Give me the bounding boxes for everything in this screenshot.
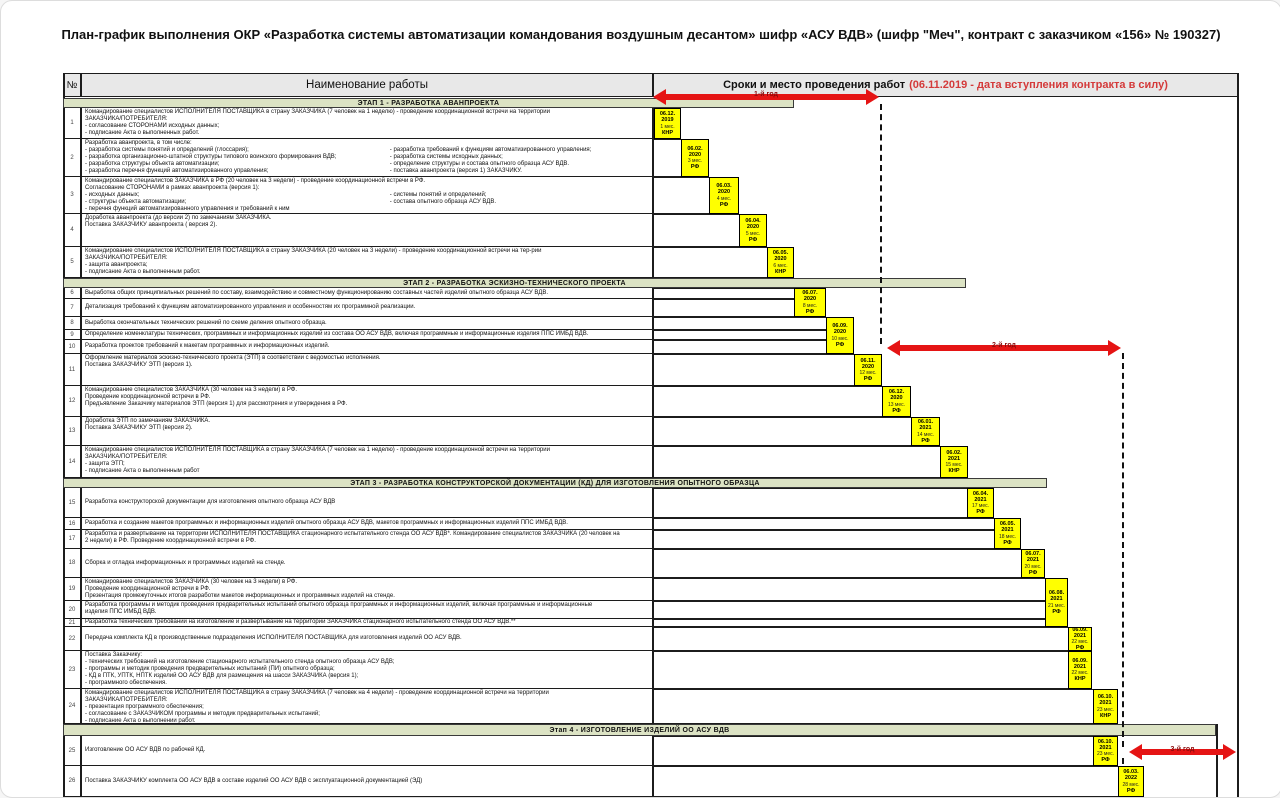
milestone-location: КНР xyxy=(1074,676,1086,683)
milestone-date: 06.01. xyxy=(917,419,934,426)
task-description xyxy=(81,619,653,627)
task-description xyxy=(81,177,653,214)
row-number: 10 xyxy=(63,340,81,354)
milestone-date: 06.09. xyxy=(1072,657,1088,664)
table-left-border xyxy=(63,73,65,797)
timeline-header-date-note: (06.11.2019 - дата вступления контракта в силу) xyxy=(909,79,1168,91)
timeline-header-label: Сроки и место проведения работ xyxy=(723,79,906,91)
row-number: 7 xyxy=(63,299,81,317)
task-line: Разработка конструкторской документации для изготовления опытного образца АСУ ВДВ xyxy=(85,499,336,505)
milestone-date: 06.07. xyxy=(802,290,818,297)
milestone-box xyxy=(940,446,968,478)
task-line: - разработка организационно-штатной структуры типового воинского формирования ВДВ; xyxy=(85,154,337,160)
task-line: Командирование специалистов ИСПОЛНИТЕЛЯ ПОСТАВЩИКА в страну ЗАКАЗЧИКА (7 человек на 1 неделю) - проведение координационной встречи на территории xyxy=(85,447,550,453)
task-description xyxy=(81,299,653,317)
milestone-location: РФ xyxy=(921,437,930,444)
year-arrow-label: 2-й год xyxy=(992,341,1016,349)
row-number: 26 xyxy=(63,766,81,797)
gantt-track xyxy=(653,354,882,386)
row-number: 24 xyxy=(63,689,81,724)
stage4-right-border xyxy=(1216,724,1218,797)
task-line: Поставка ЗАКАЗЧИКУ аванпроекта ( версия 2). xyxy=(85,222,217,228)
milestone-year: 2021 xyxy=(947,455,961,462)
milestone-date: 06.08. xyxy=(1048,590,1065,597)
milestone-box xyxy=(709,177,739,214)
milestone-box xyxy=(654,108,681,139)
gantt-track xyxy=(653,601,1068,619)
milestone-duration: 8 мес. xyxy=(802,302,818,309)
task-line: - системы понятий и определений; xyxy=(389,192,487,198)
task-line: Командирование специалистов ИСПОЛНИТЕЛЯ ПОСТАВЩИКА в страну ЗАКАЗЧИКА (20 человек на 3 недели) - проведение координационной встречи на тер-рии xyxy=(85,248,542,254)
row-number: 9 xyxy=(63,330,81,340)
task-line: Выработка общих принципиальных решений по составу, взаимодействию и совместному функционированию составных частей изделий опытного образца АСУ ВДВ. xyxy=(85,289,548,296)
milestone-box xyxy=(1021,549,1045,578)
milestone-date: 06.09. xyxy=(1072,626,1088,633)
task-line: ЗАКАЗЧИКА/ПОТРЕБИТЕЛЯ: xyxy=(85,697,168,703)
task-line: изделия ППС ИМБД ВДВ. xyxy=(85,609,157,615)
milestone-date: 06.03. xyxy=(1123,769,1139,776)
milestone-duration: 12 мес. xyxy=(859,370,877,377)
task-line: Проведение координационной встречи в РФ. xyxy=(85,586,211,592)
milestone-year: 2020 xyxy=(803,296,817,303)
row-number: 20 xyxy=(63,601,81,619)
year-arrow xyxy=(653,89,879,105)
milestone-location: РФ xyxy=(1101,757,1110,764)
row-number: 14 xyxy=(63,446,81,478)
milestone-date: 06.02. xyxy=(687,145,703,152)
task-description xyxy=(81,601,653,619)
stage-band xyxy=(63,278,966,288)
gantt-track xyxy=(653,549,1045,578)
milestone-year: 2020 xyxy=(688,151,702,158)
task-line: Поставка ЗАКАЗЧИКУ ЭТП (версия 1). xyxy=(85,362,193,368)
task-line: - подписание Акта о выполненным работ xyxy=(85,468,200,474)
gantt-track xyxy=(653,317,854,330)
task-description xyxy=(81,549,653,578)
milestone-year: 2021 xyxy=(1099,744,1112,751)
milestone-location: РФ xyxy=(719,201,729,208)
milestone-location: РФ xyxy=(748,236,758,243)
milestone-date: 06.05. xyxy=(772,250,789,257)
task-line: ЗАКАЗЧИКА/ПОТРЕБИТЕЛЯ: xyxy=(85,116,168,122)
gantt-track xyxy=(653,736,1118,766)
milestone-duration: 23 мес. xyxy=(1096,706,1115,713)
year-arrow-label: 3-й год xyxy=(1170,745,1195,753)
task-description xyxy=(81,288,653,299)
task-line: Определение номенклатуры технических, программных и информационных изделий из состава ОО АСУ ВДВ, включая программные и информационные изделия ППС ИМБД ВДВ. xyxy=(85,331,589,337)
row-number: 4 xyxy=(63,214,81,247)
task-description xyxy=(81,627,653,651)
task-line: Командирование специалистов ЗАКАЗЧИКА (30 человек на 3 недели) в РФ. xyxy=(85,579,297,585)
milestone-date: 06.12. xyxy=(888,389,905,396)
task-line: - технических требований на изготовление стационарного испытательного стенда опытного образца АСУ ВДВ; xyxy=(85,659,395,665)
task-description xyxy=(81,578,653,601)
task-line-group xyxy=(390,147,592,175)
task-line: Презентация промежуточных итогов разработки макетов информационных и программных изделий на стенде. xyxy=(85,593,395,599)
task-line: - разработка системы исходных данных; xyxy=(389,154,503,160)
row-number: 13 xyxy=(63,417,81,446)
task-line: - программного обеспечения. xyxy=(85,680,167,686)
milestone-location: РФ xyxy=(976,509,985,516)
task-description xyxy=(81,330,653,340)
milestone-location: РФ xyxy=(892,407,901,414)
milestone-date: 06.10. xyxy=(1097,694,1114,701)
milestone-year: 2019 xyxy=(661,117,674,124)
task-line: ЗАКАЗЧИКА/ПОТРЕБИТЕЛЯ: xyxy=(85,255,168,261)
gantt-track xyxy=(653,340,854,354)
task-line: Командирование специалистов ИСПОЛНИТЕЛЯ ПОСТАВЩИКА в страну ЗАКАЗЧИКА (7 человек на 1 неделю) - проведение координационной встречи на территории xyxy=(85,109,550,115)
milestone-box xyxy=(1045,578,1068,627)
row-number: 21 xyxy=(63,619,81,627)
task-line: - разработка требований к функциям автоматизированного управления; xyxy=(389,147,592,153)
gantt-track xyxy=(653,627,1092,651)
task-line: Поставка ЗАКАЗЧИКУ ЭТП (версия 2). xyxy=(85,425,193,431)
row-number: 11 xyxy=(63,354,81,386)
milestone-year: 2020 xyxy=(890,395,903,402)
task-line: - исходных данных; xyxy=(85,192,140,198)
milestone-duration: 22 мес. xyxy=(1071,639,1089,646)
milestone-location: РФ xyxy=(1028,569,1038,576)
task-line: Согласование СТОРОНАМИ в рамках аванпроекта (версия 1): xyxy=(85,185,260,191)
gantt-track xyxy=(653,386,911,417)
milestone-year: 2020 xyxy=(746,224,760,231)
milestone-date: 06.12. xyxy=(659,111,676,118)
milestone-location: КНР xyxy=(1100,712,1111,719)
year-divider-dashed xyxy=(1122,353,1124,747)
milestone-box xyxy=(739,214,767,247)
gantt-track xyxy=(653,417,940,446)
task-description xyxy=(81,386,653,417)
row-number: 12 xyxy=(63,386,81,417)
milestone-duration: 14 мес. xyxy=(916,431,935,438)
task-description xyxy=(81,214,653,247)
milestone-box xyxy=(1068,651,1092,689)
milestone-duration: 23 мес. xyxy=(1096,751,1115,758)
milestone-year: 2022 xyxy=(1124,775,1138,782)
milestone-duration: 5 мес. xyxy=(745,230,761,237)
task-description xyxy=(81,766,653,797)
task-line: - защита ЭТП; xyxy=(85,461,125,467)
task-line: Поставка Заказчику: xyxy=(85,652,142,658)
milestone-duration: 6 мес. xyxy=(773,262,788,269)
milestone-location: РФ xyxy=(690,164,700,171)
row-number: 3 xyxy=(63,177,81,214)
milestone-duration: 13 мес. xyxy=(887,401,906,408)
year-arrow xyxy=(887,340,1121,356)
task-line: - подписание Акта о выполнении работ. xyxy=(85,718,196,724)
task-line: - подписание Акта о выполненных работ. xyxy=(85,130,200,136)
column-header-task: Наименование работы xyxy=(81,73,653,97)
milestone-year: 2020 xyxy=(833,329,847,336)
milestone-duration: 17 мес. xyxy=(971,503,990,510)
milestone-box xyxy=(1068,627,1092,651)
task-line: Разработка аванпроекта, в том числе: xyxy=(85,140,192,146)
stage-band-label: ЭТАП 3 - РАЗРАБОТКА КОНСТРУКТОРСКОЙ ДОКУМЕНТАЦИИ (КД) ДЛЯ ИЗГОТОВЛЕНИЯ ОПЫТНОГО ОБРАЗЦА xyxy=(350,479,760,487)
milestone-location: РФ xyxy=(1003,539,1012,546)
gantt-track xyxy=(653,446,968,478)
task-description xyxy=(81,139,653,177)
milestone-box xyxy=(1118,766,1144,797)
milestone-year: 2021 xyxy=(919,425,932,432)
task-line: - разработка системы понятий и определений (глоссария); xyxy=(85,147,249,153)
task-line: Разработка технических требований на изготовление и развертывание на территории ЗАКАЗЧИКА стационарного испытательного стенда ОО АСУ ВДВ.** xyxy=(85,619,516,625)
task-line: Доработка аванпроекта (до версии 2) по замечаниям ЗАКАЗЧИКА. xyxy=(85,215,272,221)
stage-band-label: Этап 4 - ИЗГОТОВЛЕНИЕ ИЗДЕЛИЙ ОО АСУ ВДВ xyxy=(549,726,730,734)
task-line: ЗАКАЗЧИКА/ПОТРЕБИТЕЛЯ: xyxy=(85,454,168,460)
milestone-year: 2021 xyxy=(1050,596,1063,603)
milestone-box xyxy=(882,386,911,417)
task-line: - КД в ПТК, УПТК, НПТК изделий ОО АСУ ВДВ для размещения на шасси ЗАКАЗЧИКА (версия 1); xyxy=(85,673,359,679)
task-line: Оформление материалов эскизно-технического проекта (ЭТП) в соответствии с ведомостью исполнения. xyxy=(85,355,381,361)
column-header-number: № xyxy=(63,73,81,97)
task-description xyxy=(81,354,653,386)
milestone-location: РФ xyxy=(835,341,845,348)
milestone-date: 06.10. xyxy=(1097,738,1114,745)
document-title: План-график выполнения ОКР «Разработка системы автоматизации командования воздушным десантом» шифр «АСУ ВДВ» (шифр "Меч", контракт с заказчиком «156» № 190327) xyxy=(61,27,1221,42)
task-line: - разработка перечня функций автоматизированного управления; xyxy=(85,168,269,174)
task-line: - согласование СТОРОНАМИ исходных данных; xyxy=(85,123,220,129)
task-description xyxy=(81,108,653,139)
task-line: Выработка окончательных технических решений по схеме деления опытного образца. xyxy=(85,319,327,326)
task-description xyxy=(81,446,653,478)
milestone-year: 2021 xyxy=(1026,557,1040,564)
year-arrow xyxy=(1129,744,1236,760)
task-line: 2 недели) в РФ. Проведение координационной встречи в РФ. xyxy=(85,538,256,544)
milestone-date: 06.03. xyxy=(716,183,732,190)
task-line-group xyxy=(390,192,496,206)
task-description xyxy=(81,651,653,689)
task-description xyxy=(81,247,653,278)
task-line: - согласование с ЗАКАЗЧИКОМ программы и методик предварительных испытаний; xyxy=(85,711,320,717)
milestone-year: 2021 xyxy=(974,496,987,503)
task-line: Разработка и развертывание на территории ИСПОЛНИТЕЛЯ ПОСТАВЩИКА стационарного испытательного стенда ОО АСУ ВДВ*. Командирование специалистов ЗАКАЗЧИКА (20 человек на xyxy=(85,531,620,537)
milestone-year: 2021 xyxy=(1099,700,1112,707)
milestone-location: РФ xyxy=(863,376,873,383)
milestone-box xyxy=(911,417,940,446)
milestone-box xyxy=(794,288,826,317)
task-line: Доработка ЭТП по замечаниям ЗАКАЗЧИКА. xyxy=(85,418,211,424)
milestone-box xyxy=(1093,736,1118,766)
gantt-track xyxy=(653,578,1068,601)
task-line: - структуры объекта автоматизации; xyxy=(85,199,187,205)
milestone-duration: 4 мес. xyxy=(716,195,732,202)
task-line: Поставка ЗАКАЗЧИКУ комплекта ОО АСУ ВДВ в составе изделий ОО АСУ ВДВ с эксплуатационной документацией (ЭД) xyxy=(85,777,423,784)
milestone-box xyxy=(767,247,794,278)
row-number: 1 xyxy=(63,108,81,139)
task-description xyxy=(81,340,653,354)
milestone-duration: 10 мес. xyxy=(831,335,849,342)
gantt-track xyxy=(653,488,994,518)
milestone-duration: 20 мес. xyxy=(1024,563,1042,570)
task-line: Передача комплекта КД в производственные подразделения ИСПОЛНИТЕЛЯ ПОСТАВЩИКА для изготовления изделий ОО АСУ ВДВ. xyxy=(85,635,462,641)
task-line: - определение структуры и состава опытного образца АСУ ВДВ. xyxy=(389,161,570,167)
milestone-location: РФ xyxy=(1126,787,1136,794)
task-line: Проведение координационной встречи в РФ. xyxy=(85,394,211,400)
task-line: Детализация требований к функциям автоматизированного управления и особенностям их программной реализации. xyxy=(85,304,416,310)
milestone-year: 2020 xyxy=(717,189,731,196)
row-number: 25 xyxy=(63,736,81,766)
task-line: Командирование специалистов ЗАКАЗЧИКА в РФ (20 человек на 3 недели) - проведение координационной встречи в РФ. xyxy=(85,178,426,184)
stage-band-label: ЭТАП 2 - РАЗРАБОТКА ЭСКИЗНО-ТЕХНИЧЕСКОГО ПРОЕКТА xyxy=(403,279,626,287)
milestone-location: КНР xyxy=(775,268,786,275)
milestone-box xyxy=(826,317,854,354)
task-description xyxy=(81,488,653,518)
milestone-location: РФ xyxy=(1075,645,1085,652)
task-line: Разработка проектов требований к макетам программных и информационных изделий. xyxy=(85,343,330,349)
milestone-date: 06.11. xyxy=(860,357,876,364)
milestone-duration: 18 мес. xyxy=(998,533,1017,540)
row-number: 22 xyxy=(63,627,81,651)
table-right-border xyxy=(1237,73,1239,797)
stage-band xyxy=(63,724,1216,736)
milestone-duration: 21 мес. xyxy=(1047,602,1066,609)
task-description xyxy=(81,736,653,766)
row-number: 2 xyxy=(63,139,81,177)
task-description xyxy=(81,417,653,446)
milestone-duration: 22 мес. xyxy=(1071,670,1089,677)
task-line: - программы и методик проведения предварительных испытаний (ПИ) опытного образца; xyxy=(85,666,335,672)
milestone-date: 06.07. xyxy=(1025,551,1041,558)
row-number: 17 xyxy=(63,530,81,549)
row-number: 6 xyxy=(63,288,81,299)
milestone-duration: 15 мес. xyxy=(945,462,963,469)
row-number: 8 xyxy=(63,317,81,330)
task-line: - состава опытного образца АСУ ВДВ. xyxy=(389,199,497,205)
milestone-location: РФ xyxy=(1052,608,1061,615)
row-number: 16 xyxy=(63,518,81,530)
task-line: Разработка и создание макетов программных и информационных изделий опытного образца АСУ ВДВ, макетов программных и информационных изделий ППС ИМБД ВДВ. xyxy=(85,520,568,526)
gantt-track xyxy=(653,518,1021,530)
stage-band-label: ЭТАП 1 - РАЗРАБОТКА АВАНПРОЕКТА xyxy=(357,99,500,107)
task-description xyxy=(81,317,653,330)
task-line: Изготовление ОО АСУ ВДВ по рабочей КД. xyxy=(85,747,206,753)
stage-band xyxy=(63,478,1047,488)
task-line: - поставка аванпроекта (версия 1) ЗАКАЗЧИКУ. xyxy=(389,168,522,174)
milestone-date: 06.04. xyxy=(972,490,989,497)
row-number: 5 xyxy=(63,247,81,278)
milestone-box xyxy=(967,488,994,518)
gantt-track xyxy=(653,651,1092,689)
milestone-date: 06.05. xyxy=(999,521,1016,528)
milestone-duration: 3 мес. xyxy=(687,158,703,165)
milestone-date: 06.02. xyxy=(946,449,962,456)
row-number: 23 xyxy=(63,651,81,689)
task-description xyxy=(81,689,653,724)
milestone-year: 2020 xyxy=(861,363,875,370)
task-line: - перечня функций автоматизированного управления и требований к ним xyxy=(85,206,290,212)
gantt-track xyxy=(653,330,854,340)
milestone-location: КНР xyxy=(948,468,960,475)
milestone-duration: 28 мес. xyxy=(1122,781,1140,788)
milestone-box xyxy=(854,354,882,386)
gantt-track xyxy=(653,619,1068,627)
milestone-box xyxy=(681,139,709,177)
task-line: Предъявление Заказчику материалов ЭТП (версия 1) для рассмотрения и утверждения в РФ. xyxy=(85,401,348,407)
milestone-year: 2021 xyxy=(1073,663,1087,670)
task-line: Командирование специалистов ИСПОЛНИТЕЛЯ ПОСТАВЩИКА в страну ЗАКАЗЧИКА (7 человек на 4 недели) - проведение координационной встречи на территории xyxy=(85,690,549,696)
milestone-box xyxy=(994,518,1021,549)
milestone-duration: 1 мес. xyxy=(660,123,675,130)
task-line: - презентация программного обеспечения; xyxy=(85,704,204,710)
gantt-track xyxy=(653,766,1144,797)
year-arrow-label: 1-й год xyxy=(754,90,778,98)
task-line: - разработка структуры объекта автоматизации; xyxy=(85,161,220,167)
milestone-year: 2021 xyxy=(1073,632,1087,639)
row-number: 19 xyxy=(63,578,81,601)
milestone-box xyxy=(1093,689,1118,724)
row-number: 15 xyxy=(63,488,81,518)
task-line: - защита аванпроекта; xyxy=(85,262,148,268)
milestone-date: 06.09. xyxy=(832,323,848,330)
milestone-date: 06.04. xyxy=(745,218,761,225)
milestone-year: 2021 xyxy=(1001,527,1014,534)
gantt-track xyxy=(653,530,1021,549)
task-line: Сборка и отладка информационных и программных изделий на стенде. xyxy=(85,559,286,566)
task-line: Разработка программы и методик проведения предварительных испытаний опытного образца программных и информационных изделий, включая программные и информационные xyxy=(85,602,593,608)
year-divider-dashed xyxy=(880,104,882,344)
milestone-location: КНР xyxy=(662,129,673,136)
milestone-location: РФ xyxy=(805,308,815,315)
row-number: 18 xyxy=(63,549,81,578)
task-line: - подписание Акта о выполненным работ. xyxy=(85,269,201,275)
task-description xyxy=(81,530,653,549)
milestone-year: 2020 xyxy=(774,256,787,263)
task-line: Командирование специалистов ЗАКАЗЧИКА (30 человек на 3 недели) в РФ. xyxy=(85,387,297,393)
task-description xyxy=(81,518,653,530)
gantt-track xyxy=(653,689,1118,724)
